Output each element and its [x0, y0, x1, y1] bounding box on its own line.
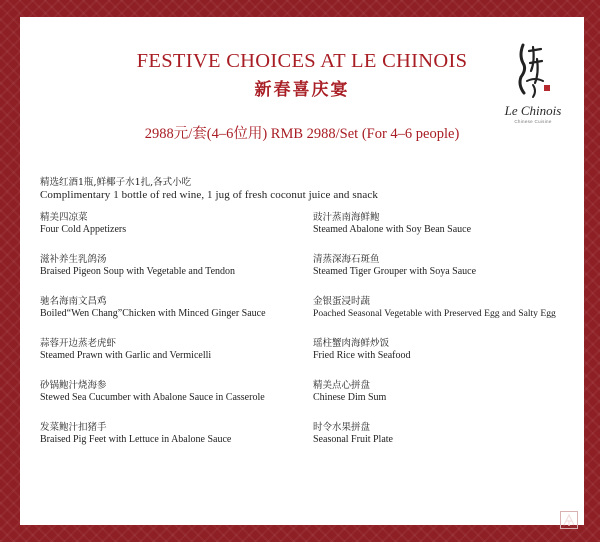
menu-title-english: FESTIVE CHOICES AT LE CHINOIS	[136, 50, 468, 72]
dish-name-chinese: 精美点心拼盘	[313, 380, 371, 391]
dish-item	[40, 380, 310, 404]
dish-item	[313, 380, 583, 404]
dish-name-chinese: 瑶柱蟹肉海鲜炒饭	[313, 338, 390, 349]
dish-name-english: Chinese Dim Sum	[313, 392, 387, 403]
dish-item	[313, 338, 583, 362]
dish-item	[313, 254, 583, 278]
dish-name-chinese: 豉汁蒸南海鲜鲍	[313, 212, 380, 223]
dish-name-english: Fried Rice with Seafood	[313, 350, 411, 361]
dish-name-chinese: 时令水果拼盘	[313, 422, 371, 433]
dish-name-chinese: 驰名海南文昌鸡	[40, 296, 107, 307]
dish-item	[313, 422, 583, 446]
dish-name-english: Seasonal Fruit Plate	[313, 434, 393, 445]
dish-item	[40, 296, 310, 320]
dish-name-english: Steamed Abalone with Soy Bean Sauce	[313, 224, 472, 235]
dish-item	[313, 212, 583, 236]
calligraphy-logo-icon	[513, 41, 553, 101]
dish-name-english: Stewed Sea Cucumber with Abalone Sauce in Casserole	[40, 392, 265, 403]
dish-name-english: Steamed Tiger Grouper with Soya Sauce	[313, 266, 477, 277]
dish-name-chinese: 滋补养生乳鸽汤	[40, 254, 107, 265]
dish-name-english: Boiled“Wen Chang”Chicken with Minced Ginger Sauce	[40, 308, 266, 319]
complimentary-note	[40, 177, 378, 201]
dish-name-english: Poached Seasonal Vegetable with Preserved Egg and Salty Egg	[313, 308, 556, 319]
dish-name-chinese: 精美四凉菜	[40, 212, 88, 223]
dish-item	[40, 254, 310, 278]
set-price: 2988元/套(4–6位用) RMB 2988/Set (For 4–6 people)	[144, 126, 460, 142]
corner-emblem-icon	[560, 511, 578, 529]
dish-name-chinese: 清蒸深海石斑鱼	[313, 254, 380, 265]
dish-name-chinese: 金银蛋浸时蔬	[313, 296, 371, 307]
logo-subtitle: Chinese Cuisine	[514, 119, 552, 124]
dish-name-chinese: 砂锅鲍汁烧海参	[40, 380, 107, 391]
dish-item	[40, 212, 310, 236]
dish-name-english: Four Cold Appetizers	[40, 224, 127, 235]
dish-name-english: Braised Pigeon Soup with Vegetable and Tendon	[40, 266, 236, 277]
dish-item	[40, 422, 310, 446]
dish-name-chinese: 发菜鲍汁扣猪手	[40, 422, 107, 433]
dish-item	[40, 338, 310, 362]
dish-name-english: Braised Pig Feet with Lettuce in Abalone Sauce	[40, 434, 232, 445]
complimentary-chinese: 精选红酒1瓶,鲜椰子水1扎,各式小吃	[40, 177, 192, 188]
menu-title-chinese: 新春喜庆宴	[254, 80, 350, 100]
restaurant-logo	[494, 41, 572, 131]
dish-item	[313, 296, 583, 320]
menu-panel	[20, 17, 584, 525]
complimentary-english: Complimentary 1 bottle of red wine, 1 jug of fresh coconut juice and snack	[40, 189, 378, 201]
dish-name-chinese: 蒜蓉开边蒸老虎虾	[40, 338, 117, 349]
dish-name-english: Steamed Prawn with Garlic and Vermicelli	[40, 350, 212, 361]
logo-name: Le Chinois	[504, 103, 562, 118]
